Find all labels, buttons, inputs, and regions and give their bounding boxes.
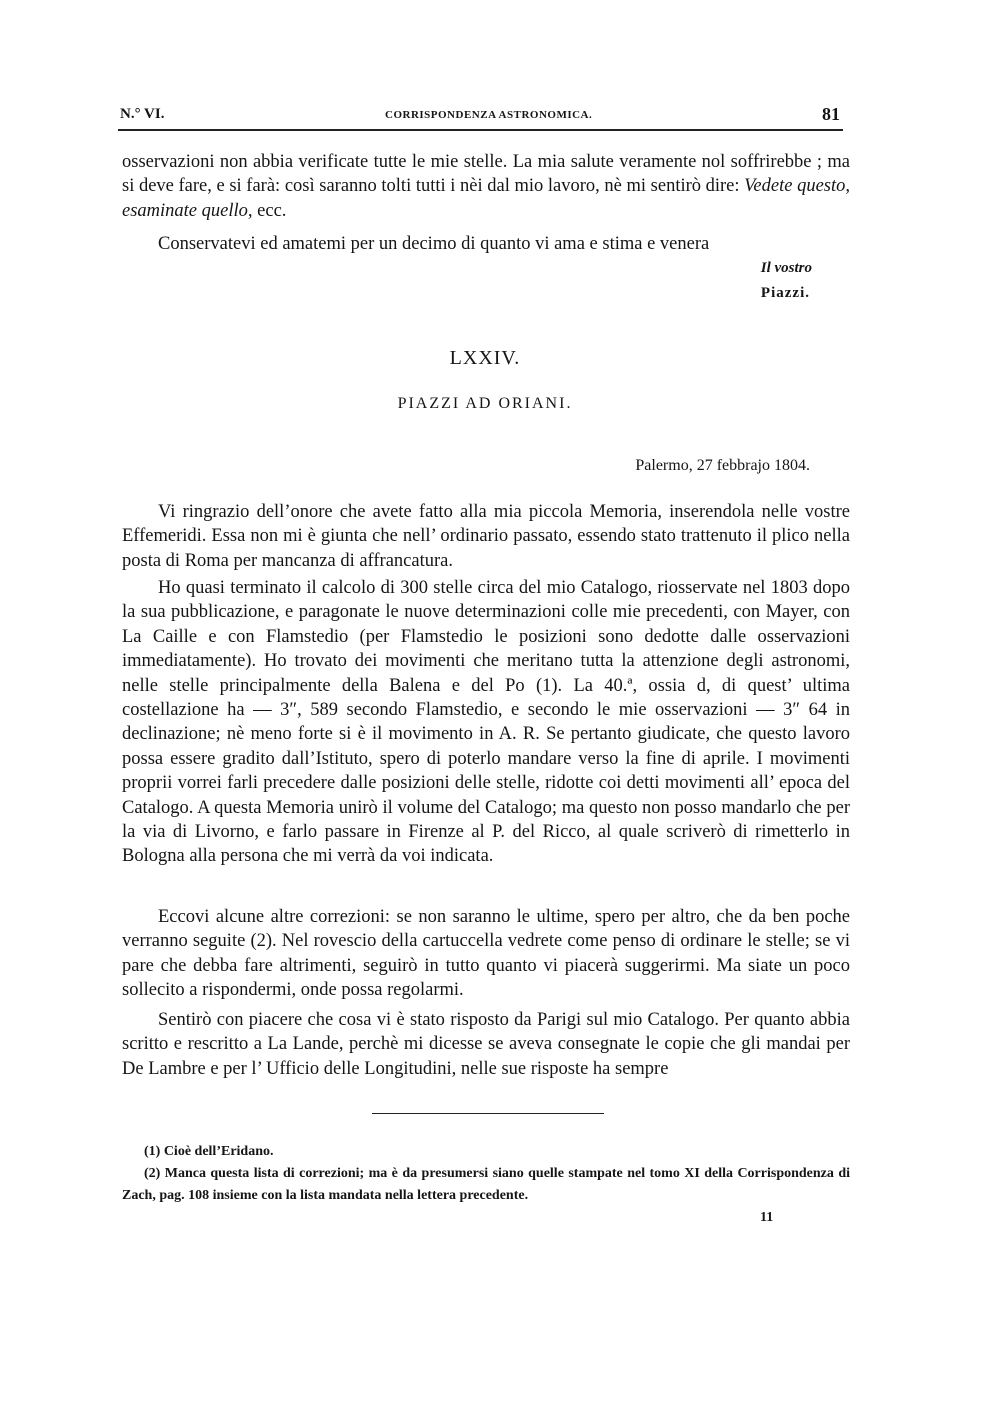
footnote-rule [372,1113,604,1114]
footnote: (1) Cioè dell’Eridano. [144,1144,274,1159]
opening-italic: Vedete questo, esaminate quello, [122,176,850,221]
running-header [120,106,840,130]
header-rule [118,129,843,131]
opening-text-end: ecc. [252,200,287,221]
opening-text: osservazioni non abbia verificate tutte le mie stelle. La mia salute veramente nol soffrirebbe ; ma si deve fare, e si farà: così saranno tolti tutti i nèi dal mio lavoro, nè mi sentirò dire: [122,152,850,197]
body-paragraph: Eccovi alcune altre correzioni: se non saranno le ultime, spero per altro, che da ben poche verranno seguite (2). Nel rovescio della cartuccella vedrete come penso di ordinare le stelle; se vi pare che debba fare altrimenti, seguirò in tutto quanto vi piacerà suggerirmi. Ma siate un poco sollecito a rispondermi, onde possa regolarmi. [122,907,850,1001]
footnote: (2) Manca questa lista di correzioni; ma è da presumersi siano quelle stampate nel tomo XI della Corrispondenza di Zach, pag. 108 insieme con la lista mandata nella lettera precedente. [122,1166,850,1203]
signature-name: Piazzi. [760,285,810,301]
letter-number: LXXIV. [449,347,521,369]
page-number: 81 [822,104,840,124]
closing-line: Conservatevi ed amatemi per un decimo di quanto vi ama e stima e venera [158,234,710,254]
chapter-number: N.° VI. [120,106,165,122]
body-paragraph: Vi ringrazio dell’onore che avete fatto alla mia piccola Memoria, inserendola nelle vostre Effemeridi. Essa non mi è giunta che nell’ ordinario passato, essendo stato trattenuto il plico nella posta di Roma per mancanza di affrancatura. [122,502,850,571]
opening-paragraph [122,150,850,223]
valediction: Il vostro [760,260,812,276]
body-paragraph: Ho quasi terminato il calcolo di 300 stelle circa del mio Catalogo, riosservate nel 1803 dopo la sua pubblicazione, e paragonate le nuove determinazioni colle mie precedenti, con Mayer, con La Caille e con Flamstedio (per Flamstedio le posizioni sono dedotte dalle osservazioni immediatamente). Ho trovato dei movimenti che meritano tutta la attenzione degli astronomi, nelle stelle principalmente della Balena e del Po (1). La 40.ª, ossia d, di quest’ ultima costellazione ha — 3″, 589 secondo Flamstedio, e secondo le mie osservazioni — 3″ 64 in declinazione; nè meno forte si è il movimento in A. R. Se pertanto giudicate, che questo lavoro possa essere gradito dall’Istituto, spero di poterlo mandare verso la fine di aprile. I movimenti proprii vorrei farli precedere dalle posizioni delle stelle, ridotte coi detti movimenti all’ epoca del Catalogo. A questa Memoria unirò il volume del Catalogo; ma questo non posso mandarlo che per la via di Livorno, e farlo passare in Firenze al P. del Ricco, al quale scriverò di rimetterlo in Bologna alla persona che mi verrà da voi indicata. [122,578,850,867]
dateline: Palermo, 27 febbrajo 1804. [635,457,810,474]
letter-title: PIAZZI AD ORIANI. [397,395,573,412]
body-paragraph: Sentirò con piacere che cosa vi è stato risposto da Parigi sul mio Catalogo. Per quanto abbia scritto e rescritto a La Lande, perchè mi dicesse se aveva consegnate le copie che gli mandai per De Lambre e per l’ Ufficio delle Longitudini, nelle sue risposte ha sempre [122,1010,850,1079]
running-title: CORRISPONDENZA ASTRONOMICA. [385,109,593,121]
signature-mark: 11 [760,1210,774,1225]
